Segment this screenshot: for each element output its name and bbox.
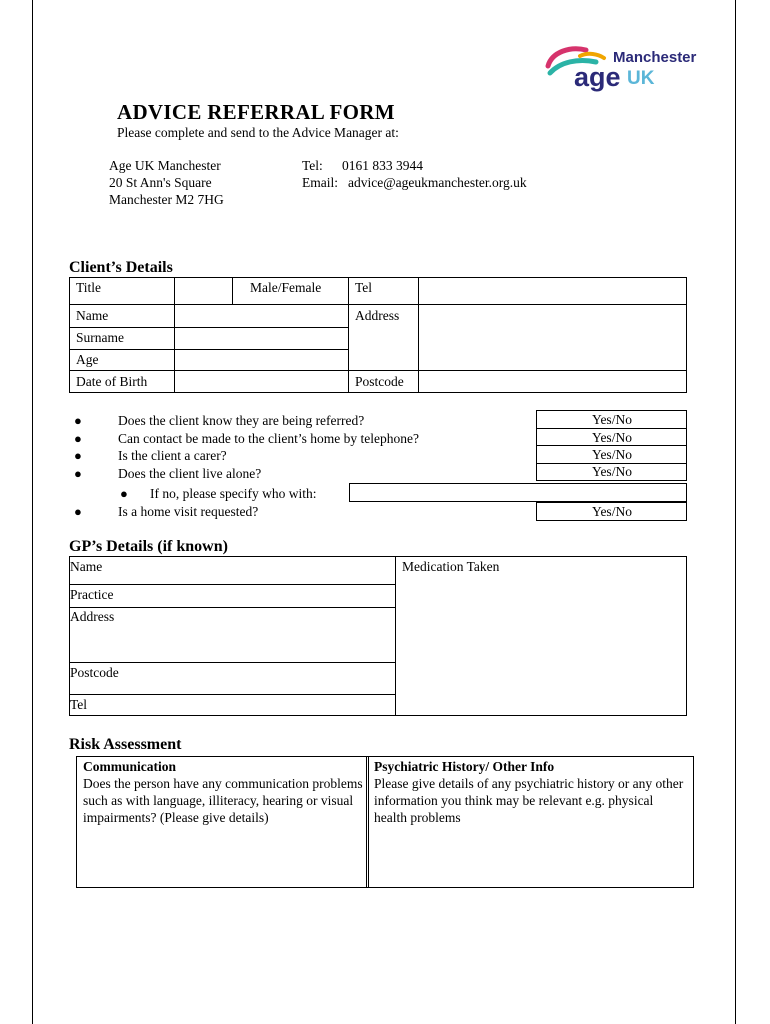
communication-text: Does the person have any communication problems such as with language, illiteracy, hearing or visual impairments? (Please give details) [83,776,363,825]
bullet-icon: ● [74,504,82,519]
question-is-carer: Is the client a carer? [118,448,227,463]
gp-medication-label: Medication Taken [402,559,500,574]
gp-practice-label: Practice [70,587,114,602]
client-gender-label: Male/Female [250,280,322,295]
page-left-edge [32,0,33,1024]
question-telephone-contact: Can contact be made to the client’s home by telephone? [118,431,420,446]
answer-home-visit[interactable]: Yes/No [592,504,632,519]
client-dob-field[interactable] [175,371,348,392]
gp-postcode-label: Postcode [70,665,119,680]
question-lives-with: If no, please specify who with: [150,486,317,501]
risk-assessment-heading: Risk Assessment [69,736,182,753]
email-value[interactable]: advice@ageukmanchester.org.uk [348,175,527,190]
question-home-visit: Is a home visit requested? [118,504,259,519]
answer-telephone-contact[interactable]: Yes/No [592,430,632,445]
client-dob-label: Date of Birth [76,374,148,389]
logo-age-text: age [574,62,621,92]
client-tel-field[interactable] [419,278,686,304]
form-title: ADVICE REFERRAL FORM [117,100,395,124]
psychiatric-title: Psychiatric History/ Other Info [374,759,555,774]
gp-details-heading: GP’s Details (if known) [69,538,228,555]
client-name-field[interactable] [175,305,348,327]
client-age-label: Age [76,352,99,367]
client-address-label: Address [355,308,400,323]
gp-tel-label: Tel [70,697,88,712]
bullet-icon: ● [74,466,82,481]
answer-is-carer[interactable]: Yes/No [592,447,632,462]
client-age-field[interactable] [175,350,348,370]
gp-medication-field[interactable] [396,576,686,715]
tel-value: 0161 833 3944 [342,158,423,173]
client-name-label: Name [76,308,109,323]
communication-title: Communication [83,759,177,774]
page-right-edge [735,0,736,1024]
gp-name-label: Name [70,559,103,574]
address-line-3: Manchester M2 7HG [109,192,224,207]
client-tel-label: Tel [355,280,373,295]
form-subtitle: Please complete and send to the Advice Manager at: [117,125,399,140]
client-surname-label: Surname [76,330,124,345]
age-uk-logo [540,42,720,98]
client-postcode-label: Postcode [355,374,404,389]
address-line-2: 20 St Ann's Square [109,175,212,190]
bullet-icon: ● [120,486,128,501]
question-lives-alone: Does the client live alone? [118,466,262,481]
answer-lives-alone[interactable]: Yes/No [592,464,632,479]
logo-uk-text: UK [627,68,655,89]
tel-label: Tel: [302,158,323,173]
bullet-icon: ● [74,431,82,446]
client-postcode-field[interactable] [419,371,686,392]
psychiatric-text: Please give details of any psychiatric history or any other information you think may be relevant e.g. physical health problems [374,776,684,825]
email-label: Email: [302,175,338,190]
bullet-icon: ● [74,413,82,428]
logo-manchester-text: Manchester [613,49,697,66]
client-details-heading: Client’s Details [69,259,173,276]
answer-knows-referral[interactable]: Yes/No [592,412,632,427]
question-knows-referral: Does the client know they are being referred? [118,413,365,428]
client-surname-field[interactable] [175,328,348,349]
client-address-field[interactable] [419,305,686,370]
bullet-icon: ● [74,448,82,463]
address-line-1: Age UK Manchester [109,158,221,173]
client-title-label: Title [76,280,102,295]
gp-address-label: Address [70,609,115,624]
client-title-field[interactable] [175,278,231,304]
lives-with-field[interactable] [349,483,687,502]
